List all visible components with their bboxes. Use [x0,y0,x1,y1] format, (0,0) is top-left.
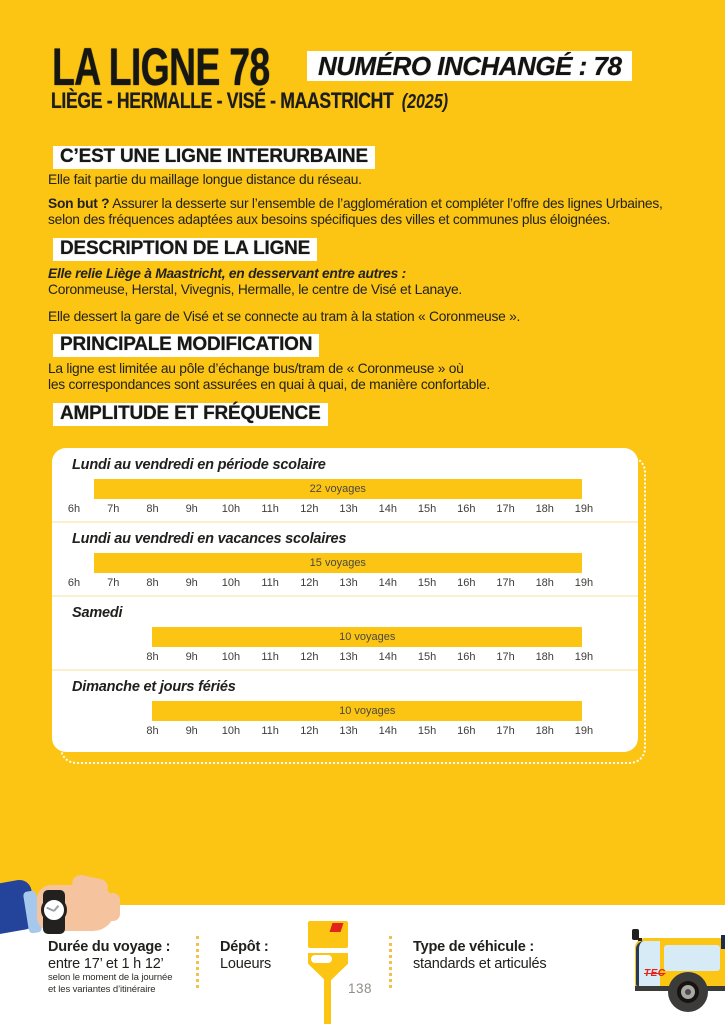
hour-tick-label: 16h [457,651,476,663]
voyages-bar [152,627,582,647]
interurbaine-paragraph-2 [48,196,693,228]
hour-tick-label: 19h [574,725,594,737]
hour-tick-label: 6h [67,503,81,515]
hour-tick-label: 18h [535,651,554,663]
hour-tick-label: 12h [300,577,319,589]
description-lead: Elle relie Liège à Maastricht, en desservant entre autres : [48,266,406,281]
hour-tick-label: 10h [221,577,241,589]
description-paragraph-2: Elle dessert la gare de Visé et se connecte au tram à la station « Coronmeuse ». [48,309,521,324]
hour-tick-label: 13h [339,651,358,663]
hour-tick-label: 11h [261,725,279,737]
frequency-panel [52,448,638,752]
hour-tick-label: 17h [496,503,515,515]
unchanged-number-badge: NUMÉRO INCHANGÉ : 78 [307,51,632,81]
chart-separator [52,669,638,671]
hour-tick-label: 17h [496,725,515,737]
duration-label: Durée du voyage : [48,939,171,955]
route-year: (2025) [401,91,449,113]
interurbaine-p2-lead: Son but ? [48,196,110,211]
watch-face [41,897,67,923]
bus-windshield [636,941,660,986]
watch-icon [0,877,130,935]
hour-tick-label: 13h [339,725,358,737]
hour-tick-label: 16h [457,503,476,515]
chart-bar-track [68,553,622,573]
hour-tick-label: 16h [457,577,476,589]
hour-tick-label: 9h [185,577,198,589]
frequency-chart [68,605,622,671]
chart-bar-track [68,701,622,721]
footer-divider-1 [196,936,199,988]
page-number: 138 [348,981,373,996]
description-block [48,266,693,298]
section-heading-interurbaine: C’EST UNE LIGNE INTERURBAINE [53,146,375,169]
interurbaine-p2-rest: Assurer la desserte sur l’ensemble de l’agglomération et compléter l’offre des lignes Urbaines, selon des fréquences adaptées aux besoins spécifiques des villes et communes plus éloignées. [48,196,663,227]
bus-wheel [668,972,708,1012]
frequency-chart [68,531,622,597]
tec-logo: TEC [644,968,666,979]
bus-stop-pole [324,978,331,1024]
depot-value: Loueurs [220,956,271,972]
route-names: LIÈGE - HERMALLE - VISÉ - MAASTRICHT [51,88,394,113]
frequency-chart [68,457,622,523]
hour-tick-label: 6h [67,577,81,589]
hour-tick-label: 15h [417,651,437,663]
hour-tick-label: 10h [221,725,241,737]
hour-tick-label: 18h [535,577,554,589]
interurbaine-paragraph-1: Elle fait partie du maillage longue distance du réseau. [48,172,362,187]
voyages-bar-label: 15 voyages [309,557,366,569]
hour-tick-label: 19h [574,503,594,515]
description-places: Coronmeuse, Herstal, Vivegnis, Hermalle, le centre de Visé et Lanaye. [48,281,462,297]
finger-shape [106,893,120,921]
section-heading-description: DESCRIPTION DE LA LIGNE [53,238,317,261]
route-subtitle [51,88,448,114]
bus-stop-sign-head [308,921,348,948]
voyages-bar-label: 22 voyages [309,483,366,495]
chart-bar-track [68,479,622,499]
hour-tick-label: 19h [574,651,594,663]
hour-tick-label: 12h [300,725,319,737]
duration-note-1: selon le moment de la journée [48,972,173,983]
hour-tick-label: 19h [574,577,594,589]
duration-value: entre 17’ et 1 h 12’ [48,956,164,972]
hour-tick-label: 11h [261,577,279,589]
frequency-chart [68,679,622,737]
bus-route-display [721,935,725,949]
vehicle-value: standards et articulés [413,956,547,972]
hour-tick-label: 15h [417,725,437,737]
chart-title: Lundi au vendredi en vacances scolaires [72,531,347,547]
duration-note-2: et les variantes d’itinéraire [48,983,156,995]
hour-tick-label: 12h [300,651,319,663]
hour-tick-label: 7h [107,503,120,515]
footer-vehicle [413,939,546,972]
hour-tick-label: 17h [496,577,515,589]
hour-tick-label: 8h [146,577,159,589]
voyages-bar [94,479,582,499]
depot-label: Dépôt : [220,939,269,955]
bus-stop-icon [308,921,348,1024]
voyages-bar [152,701,582,721]
hour-tick-label: 14h [378,725,397,737]
footer-depot [220,939,271,972]
bus-wheel-center [685,989,691,995]
hour-tick-label: 8h [146,651,159,663]
chart-separator [52,521,638,523]
hour-tick-label: 8h [146,725,159,737]
hour-tick-label: 18h [535,725,554,737]
voyages-bar-label: 10 voyages [339,705,396,717]
bus-side-window [664,945,720,971]
bus-stop-red-flag [330,923,344,932]
hour-tick-label: 10h [221,503,241,515]
hour-tick-label: 14h [378,503,397,515]
chart-title: Dimanche et jours fériés [72,679,236,695]
hour-tick-label: 13h [339,503,358,515]
hour-tick-label: 15h [417,503,437,515]
footer-divider-2 [389,936,392,988]
hour-tick-label: 14h [378,577,397,589]
hour-ticks [68,651,622,663]
section-heading-amplitude: AMPLITUDE ET FRÉQUENCE [53,403,328,426]
hour-tick-label: 11h [261,651,279,663]
modification-line-2: les correspondances sont assurées en quai à quai, de manière confortable. [48,376,490,392]
hour-tick-label: 13h [339,577,358,589]
hour-tick-label: 18h [535,503,554,515]
voyages-bar [94,553,582,573]
footer-duration [48,939,172,995]
vehicle-label: Type de véhicule : [413,939,535,955]
bus-icon [628,918,725,1018]
watch-minute-hand [46,907,54,912]
hour-tick-label: 11h [261,503,279,515]
bus-stop-white-stripe [311,955,332,963]
chart-bar-track [68,627,622,647]
hour-ticks [68,577,622,589]
hour-tick-label: 16h [457,725,476,737]
hour-ticks [68,503,622,515]
hour-tick-label: 10h [221,651,241,663]
hour-tick-label: 9h [185,503,198,515]
hour-tick-label: 17h [496,651,515,663]
modification-line-1: La ligne est limitée au pôle d’échange bus/tram de « Coronmeuse » où [48,361,464,376]
hour-tick-label: 15h [417,577,437,589]
hour-tick-label: 12h [300,503,319,515]
hour-ticks [68,725,622,737]
modification-block [48,361,693,393]
hour-tick-label: 7h [107,577,120,589]
section-heading-modification: PRINCIPALE MODIFICATION [53,334,319,357]
hour-tick-label: 9h [185,651,198,663]
hour-tick-label: 8h [146,503,159,515]
page-title: LA LIGNE 78 [52,37,270,97]
hour-tick-label: 14h [378,651,397,663]
chart-title: Samedi [72,605,123,621]
chart-separator [52,595,638,597]
voyages-bar-label: 10 voyages [339,631,396,643]
bus-stop-sign-lower [308,953,348,980]
chart-title: Lundi au vendredi en période scolaire [72,457,326,473]
hour-tick-label: 9h [185,725,198,737]
